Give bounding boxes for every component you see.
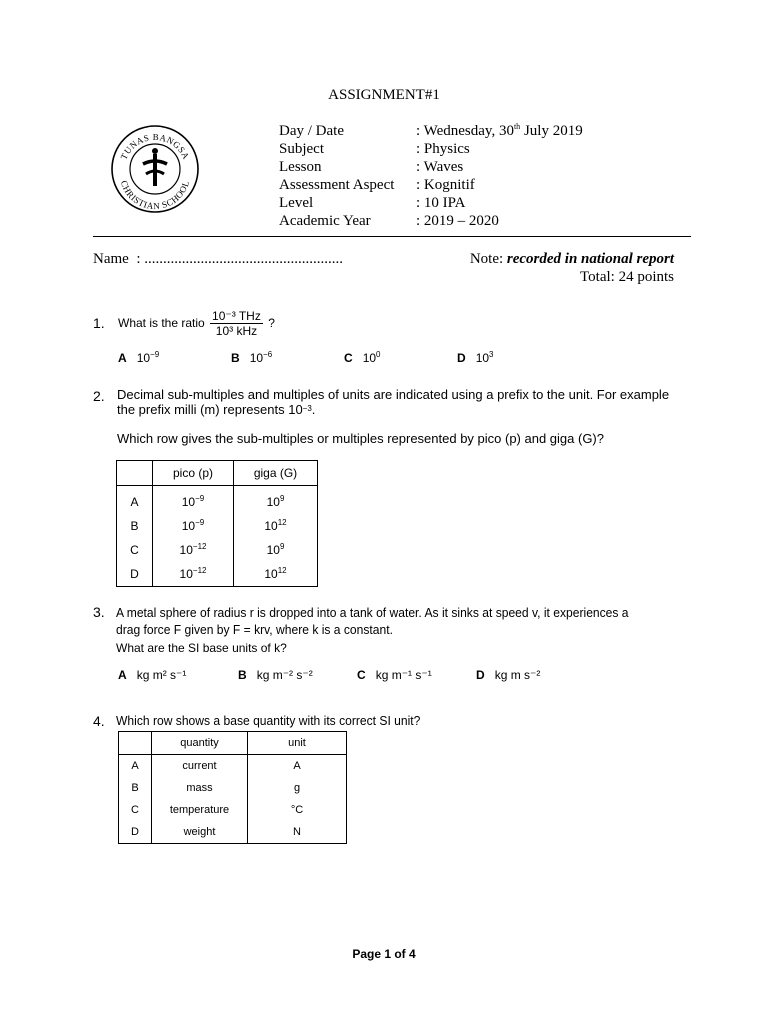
q2-header-giga: giga (G): [234, 461, 318, 486]
q3-text: A metal sphere of radius r is dropped into a tank of water. As it sinks at speed v, it experiences a drag force F given by F = krv, where k is a constant.: [116, 605, 629, 637]
table-row[interactable]: B mass g: [119, 777, 347, 799]
q1-options: [118, 351, 538, 367]
q2-table: [116, 460, 318, 587]
info-row-assessment: Assessment Aspect : Kognitif: [279, 177, 475, 193]
info-row-date: Day / Date : Wednesday, 30th July 2019: [279, 122, 583, 139]
info-row-lesson: Lesson : Waves: [279, 159, 464, 175]
table-row[interactable]: A current A: [119, 755, 347, 778]
q1-option-a[interactable]: A $10^{-9}$: [118, 350, 160, 365]
total-points: Total: 24 points: [580, 269, 674, 285]
q3-option-a[interactable]: A kg m² s⁻¹: [118, 668, 187, 682]
q2-header-pico: pico (p): [153, 461, 234, 486]
q2-text: Decimal sub-multiples and multiples of units are indicated using a prefix to the unit. For example the prefix milli (m) represents $10^{-3}$.: [117, 387, 670, 417]
info-row-level: Level : 10 IPA: [279, 195, 466, 211]
info-row-academic-year: Academic Year : 2019 – 2020: [279, 213, 499, 229]
q4-header-quantity: quantity: [152, 732, 248, 755]
q1-option-d[interactable]: D $10^3$: [457, 350, 494, 365]
q3-option-c[interactable]: C kg m⁻¹ s⁻¹: [357, 668, 432, 682]
q3-option-d[interactable]: D kg m s⁻²: [476, 668, 541, 682]
q2-question: Which row gives the sub-multiples or multiples represented by pico (p) and giga (G)?: [117, 431, 604, 446]
q2-number: 2.: [93, 388, 105, 404]
q3-option-b[interactable]: B kg m⁻² s⁻²: [238, 668, 313, 682]
q3-number: 3.: [93, 604, 105, 620]
header-divider: [93, 236, 691, 237]
q4-number: 4.: [93, 713, 105, 729]
q3-options: [118, 668, 568, 684]
page-number: Page 1 of 4: [352, 947, 416, 961]
q1-option-b[interactable]: B $10^{-6}$: [231, 350, 273, 365]
table-row[interactable]: B $10^{-9}$ $10^{12}$: [117, 514, 318, 538]
table-row[interactable]: C temperature °C: [119, 799, 347, 821]
info-row-subject: Subject : Physics: [279, 141, 470, 157]
q2-header-empty: [117, 461, 153, 486]
q1-ratio: $\frac{\text{10⁻³ THz}}{\text{10³ kHz}}$: [212, 309, 261, 338]
name-field[interactable]: Name : .....................................................: [93, 251, 343, 267]
q4-header-unit: unit: [248, 732, 347, 755]
q1-option-c[interactable]: C $10^0$: [344, 350, 381, 365]
table-row[interactable]: D weight N: [119, 821, 347, 844]
q1-number: 1.: [93, 315, 105, 331]
q4-table: [118, 731, 347, 844]
q4-header-empty: [119, 732, 152, 755]
q1-text: What is the ratio $\frac{\text{10⁻³ THz}}{\text{10³ kHz}}$ ?: [118, 309, 275, 338]
table-row[interactable]: A $10^{-9}$ $10^9$: [117, 486, 318, 515]
assignment-title: ASSIGNMENT#1: [328, 87, 440, 103]
table-row[interactable]: D $10^{-12}$ $10^{12}$: [117, 562, 318, 587]
svg-text:TUNAS BANGSA: TUNAS BANGSA: [118, 131, 192, 162]
svg-text:CHRISTIAN SCHOOL: CHRISTIAN SCHOOL: [118, 179, 192, 212]
note: Note: recorded in national report: [469, 251, 674, 267]
school-logo: [110, 124, 200, 214]
q4-text: Which row shows a base quantity with its correct SI unit?: [116, 713, 421, 728]
q3-question: What are the SI base units of k?: [116, 641, 287, 655]
table-row[interactable]: C $10^{-12}$ $10^9$: [117, 538, 318, 562]
